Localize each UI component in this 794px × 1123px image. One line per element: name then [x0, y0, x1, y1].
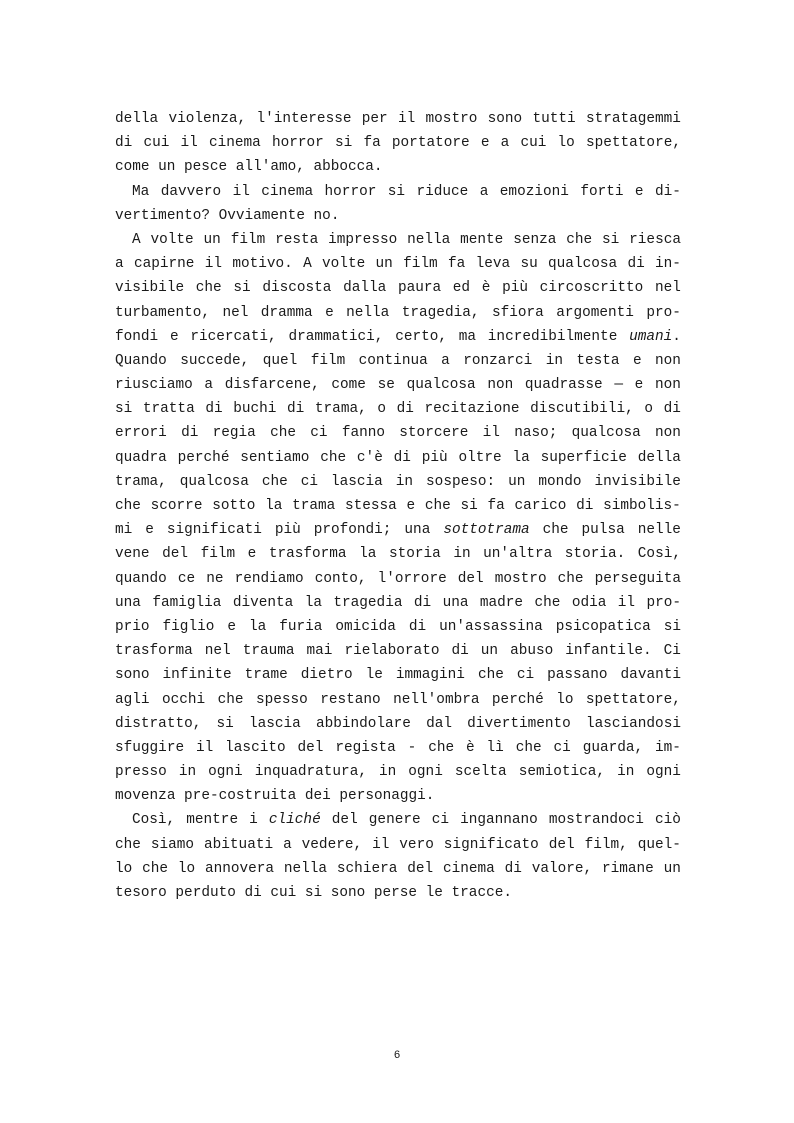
text-line: vene del film e trasforma la storia in un'altra storia. Così, [115, 546, 681, 563]
text-line: distratto, si lascia abbindolare dal divertimento lasciandosi [115, 715, 681, 732]
text-line: trama, qualcosa che ci lascia in sospeso: un mondo invisibile [115, 473, 681, 490]
text-line: quando ce ne rendiamo conto, l'orrore del mostro che perseguita [115, 570, 681, 587]
paragraph [115, 180, 681, 228]
text-line: Ma davvero il cinema horror si riduce a emozioni forti e di- [132, 183, 681, 200]
text-line: si tratta di buchi di trama, o di recitazione discutibili, o di [115, 401, 681, 418]
text-line: trasforma nel trauma mai rielaborato di un abuso infantile. Ci [115, 643, 681, 660]
text-line: Quando succede, quel film continua a ronzarci in testa e non [115, 352, 681, 369]
document-body [115, 107, 681, 905]
text-line: che scorre sotto la trama stessa e che si fa carico di simbolis- [115, 498, 681, 514]
paragraph [115, 107, 681, 180]
text-line: sono infinite trame dietro le immagini che ci passano davanti [115, 667, 681, 684]
text-line: vertimento? Ovviamente no. [115, 207, 340, 224]
text-line: della violenza, l'interesse per il mostro sono tutti stratagemmi [115, 111, 681, 127]
text-line: fondi e ricercati, drammatici, certo, ma incredibilmente umani. [115, 328, 681, 345]
text-line: prio figlio e la furia omicida di un'assassina psicopatica si [115, 618, 681, 635]
page-number: 6 [393, 1050, 401, 1062]
text-line: quadra perché sentiamo che c'è di più oltre la superficie della [115, 449, 681, 466]
text-line: errori di regia che ci fanno storcere il naso; qualcosa non [115, 425, 681, 442]
paragraph [115, 228, 681, 809]
text-line: a capirne il motivo. A volte un film fa leva su qualcosa di in- [115, 256, 681, 273]
text-line: agli occhi che spesso restano nell'ombra perché lo spettatore, [115, 691, 681, 708]
text-line: tesoro perduto di cui si sono perse le tracce. [115, 885, 512, 901]
text-line: Così, mentre i cliché del genere ci ingannano mostrandoci ciò [132, 812, 681, 829]
text-line: turbamento, nel dramma e nella tragedia, sfiora argomenti pro- [115, 304, 681, 321]
text-line: mi e significati più profondi; una sottotrama che pulsa nelle [115, 522, 681, 539]
text-line: A volte un film resta impresso nella mente senza che si riesca [132, 231, 681, 248]
text-line: movenza pre-costruita dei personaggi. [115, 788, 435, 805]
text-line: una famiglia diventa la tragedia di una madre che odia il pro- [115, 594, 681, 611]
text-line: che siamo abituati a vedere, il vero significato del film, quel- [115, 836, 681, 853]
text-line: sfuggire il lascito del regista - che è lì che ci guarda, im- [115, 739, 681, 756]
text-line: riusciamo a disfarcene, come se qualcosa non quadrasse — e non [115, 377, 681, 394]
text-line: presso in ogni inquadratura, in ogni scelta semiotica, in ogni [115, 764, 681, 781]
text-line: visibile che si discosta dalla paura ed è più circoscritto nel [115, 280, 681, 297]
text-line: di cui il cinema horror si fa portatore e a cui lo spettatore, [115, 135, 681, 152]
paragraph [115, 808, 681, 905]
text-line: lo che lo annovera nella schiera del cinema di valore, rimane un [115, 860, 681, 877]
text-line: come un pesce all'amo, abbocca. [115, 159, 383, 176]
